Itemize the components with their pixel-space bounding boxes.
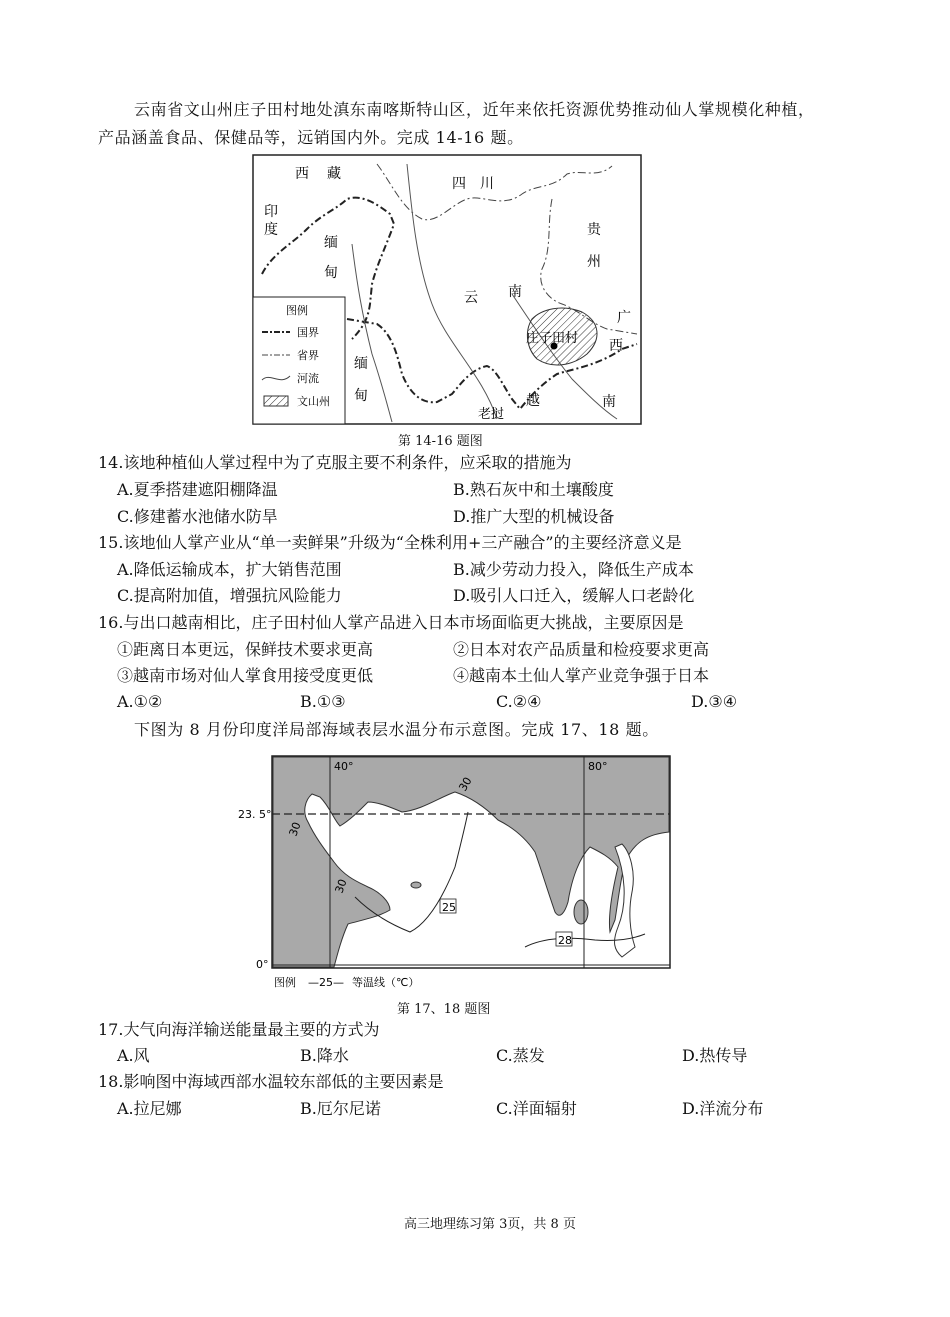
q18-option-d: D.洋流分布 [682, 1099, 764, 1118]
q16-statement-4: ④越南本土仙人掌产业竞争强于日本 [453, 666, 710, 685]
sri-lanka [574, 900, 588, 924]
legend2-sample: —25— [308, 976, 344, 989]
legend-wenshan-symbol [264, 396, 288, 406]
label-guangxi-2: 西 [609, 338, 623, 354]
q16-option-d: D.③④ [691, 692, 738, 711]
q15-option-b: B.减少劳动力投入，降低生产成本 [453, 560, 694, 579]
label-yindu-2: 度 [264, 222, 278, 238]
socotra [411, 882, 421, 888]
iso-30-c: 30 [332, 877, 350, 896]
q15-option-a: A.降低运输成本，扩大销售范围 [117, 560, 342, 579]
iso-30-a: 30 [456, 774, 475, 794]
q14-option-c: C.修建蓄水池储水防旱 [117, 507, 278, 526]
q14-option-a: A.夏季搭建遮阳棚降温 [117, 480, 278, 499]
iso-30-b: 30 [286, 820, 304, 839]
q17-option-a: A.风 [117, 1046, 150, 1065]
intro-line-1: 云南省文山州庄子田村地处滇东南喀斯特山区，近年来依托资源优势推动仙人掌规模化种植， [134, 100, 815, 119]
q16-option-a: A.①② [117, 692, 163, 711]
lat-23-5: 23. 5° [238, 808, 272, 821]
q18-option-b: B.厄尔尼诺 [300, 1099, 381, 1118]
indian-ocean-map [238, 752, 680, 994]
intro-line-2: 产品涵盖食品、保健品等，远销国内外。完成 14-16 题。 [98, 128, 524, 147]
map1-caption: 第 14-16 题图 [398, 434, 483, 449]
label-guangxi-1: 广 [617, 310, 631, 326]
label-yuenan: 越 [526, 393, 540, 409]
label-miandian-1: 缅 [324, 235, 338, 251]
map2-caption: 第 17、18 题图 [397, 1002, 491, 1017]
q15-stem: 15.该地仙人掌产业从“单一卖鲜果”升级为“全株利用+三产融合”的主要经济意义是 [98, 533, 682, 552]
q14-option-b: B.熟石灰中和土壤酸度 [453, 480, 614, 499]
q17-option-c: C.蒸发 [496, 1046, 545, 1065]
lat-0: 0° [256, 958, 269, 971]
legend-province: 省界 [297, 349, 319, 362]
intro-2: 下图为 8 月份印度洋局部海域表层水温分布示意图。完成 17、18 题。 [134, 720, 659, 739]
lon-80: 80° [588, 760, 608, 773]
legend-border: 国界 [297, 326, 319, 339]
label-miandian-2: 甸 [324, 265, 338, 281]
legend-title: 图例 [286, 304, 308, 317]
q17-option-d: D.热传导 [682, 1046, 748, 1065]
label-yindu-1: 印 [264, 204, 278, 220]
label-yunnan-2: 南 [508, 284, 522, 300]
q14-option-d: D.推广大型的机械设备 [453, 507, 615, 526]
label-xizang-2: 藏 [327, 166, 341, 182]
q18-option-c: C.洋面辐射 [496, 1099, 577, 1118]
q16-statement-1: ①距离日本更远，保鲜技术要求更高 [117, 640, 374, 659]
legend2-prefix: 图例 [274, 976, 296, 989]
q16-stem: 16.与出口越南相比，庄子田村仙人掌产品进入日本市场面临更大挑战，主要原因是 [98, 613, 684, 632]
q16-statement-3: ③越南市场对仙人掌食用接受度更低 [117, 666, 374, 685]
q16-statement-2: ②日本对农产品质量和检疫要求更高 [453, 640, 710, 659]
label-guizhou-2: 州 [587, 254, 601, 270]
legend2-text: 等温线（℃） [352, 976, 420, 989]
label-xizang-1: 西 [295, 166, 309, 182]
lon-40: 40° [334, 760, 354, 773]
q18-stem: 18.影响图中海域西部水温较东部低的主要因素是 [98, 1072, 444, 1091]
q17-option-b: B.降水 [300, 1046, 349, 1065]
q17-stem: 17.大气向海洋输送能量最主要的方式为 [98, 1020, 380, 1039]
iso-28: 28 [558, 934, 572, 947]
iso-25: 25 [442, 901, 456, 914]
label-guizhou-1: 贵 [587, 222, 601, 238]
label-yunnan-1: 云 [464, 290, 478, 306]
yunnan-map [252, 154, 642, 425]
q15-option-d: D.吸引人口迁入，缓解人口老龄化 [453, 586, 695, 605]
label-miandian-3: 缅 [354, 356, 368, 372]
q16-option-c: C.②④ [496, 692, 542, 711]
q18-option-a: A.拉尼娜 [117, 1099, 182, 1118]
label-miandian-4: 甸 [354, 388, 368, 404]
page-footer: 高三地理练习第 3页，共 8 页 [404, 1217, 576, 1232]
legend-river: 河流 [297, 372, 319, 385]
label-guangxi-3: 南 [602, 394, 616, 410]
label-sichuan: 四 川 [452, 176, 494, 192]
q16-option-b: B.①③ [300, 692, 346, 711]
label-village: 庄子田村 [526, 331, 579, 346]
q14-stem: 14.该地种植仙人掌过程中为了克服主要不利条件，应采取的措施为 [98, 453, 572, 472]
q15-option-c: C.提高附加值，增强抗风险能力 [117, 586, 342, 605]
legend-wenshan: 文山州 [297, 395, 330, 408]
label-laowo: 老挝 [478, 407, 505, 422]
